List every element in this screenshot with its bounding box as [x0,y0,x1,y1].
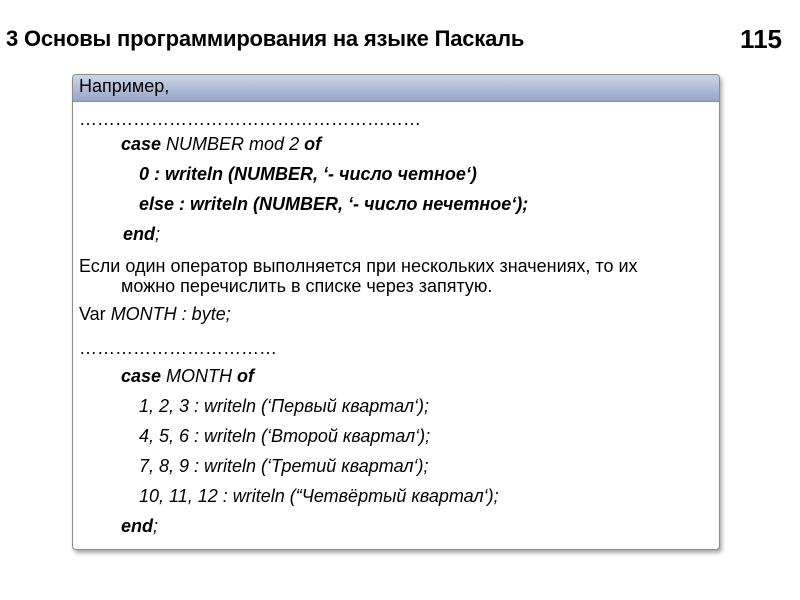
var-keyword: Var [79,304,111,324]
case1-branch-0: 0 : writeln (NUMBER, ‘- число четное‘) [139,164,477,184]
content-box [72,74,720,550]
box-header-bar [73,75,719,102]
case2-expression: MONTH [161,366,238,386]
case2-row-q1: 1, 2, 3 : writeln (‘Первый квартал‘); [139,396,430,416]
var-declaration [79,303,231,325]
case1-keyword-case: case [121,134,162,154]
dots-separator-1: ………………………………………………… [79,109,421,129]
case1-expression: NUMBER mod 2 [161,134,305,154]
slide-title: 3 Основы программирования на языке Паскаль [6,26,525,51]
var-month-byte: MONTH : byte; [110,304,231,324]
case1-end-semicolon: ; [155,224,161,244]
case2-keyword-case: case [121,366,162,386]
case2-row-q3: 7, 8, 9 : writeln (‘Третий квартал‘); [139,456,429,476]
dots-separator-2: …………………………… [79,338,277,358]
case1-end [123,223,160,245]
case1-branch-else: else : writeln (NUMBER, ‘- число нечетное‘); [139,194,529,214]
case2-row-q2: 4, 5, 6 : writeln (‘Второй квартал‘); [139,426,431,446]
case2-end [121,515,158,537]
explanation-line-2: можно перечислить в списке через запятую. [121,276,493,296]
case1-keyword-end: end [123,224,156,244]
intro-text: Например, [79,76,170,96]
case2-row-q4: 10, 11, 12 : writeln (“Четвёртый квартал‘); [139,486,499,506]
case2-keyword-of: of [237,366,255,386]
case2-keyword-end: end [121,516,154,536]
case2-end-semicolon: ; [153,516,159,536]
explanation-line-1: Если один оператор выполняется при нескольких значениях, то их [79,256,638,276]
case1-keyword-of: of [304,134,322,154]
case1-header [121,133,321,155]
case2-header [121,365,254,387]
page-number: 115 [740,24,782,54]
